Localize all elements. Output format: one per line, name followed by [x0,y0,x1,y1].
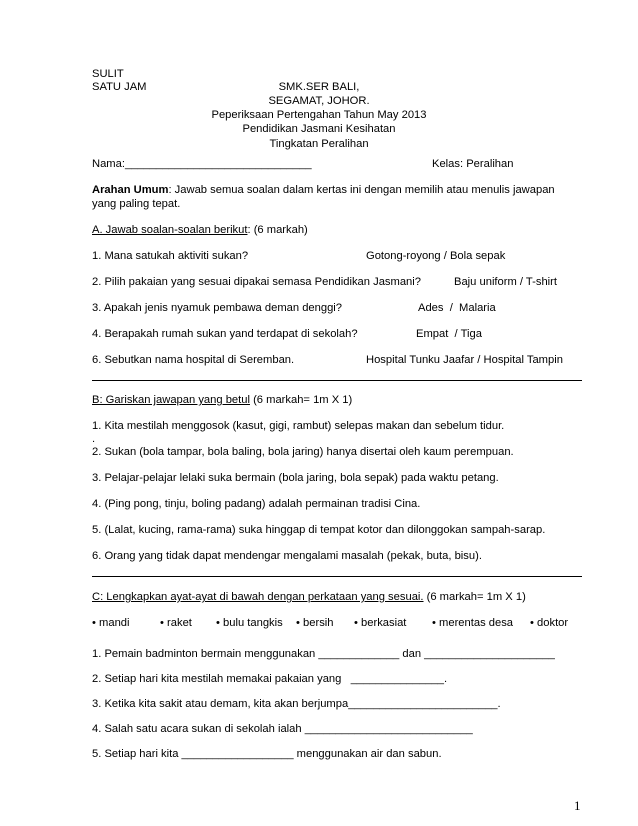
answer-options: Gotong-royong / Bola sepak [366,250,506,262]
statement-item: 3. Pelajar-pelajar lelaki suka bermain (bola jaring, bola sepak) pada waktu petang. [92,472,499,484]
section-divider [92,576,582,577]
level-title: Tingkatan Peralihan [269,138,369,150]
question-text: 6. Sebutkan nama hospital di Seremban. [92,354,295,366]
fill-blank-item: 1. Pemain badminton bermain menggunakan _____________ dan _____________________ [92,648,555,660]
word-bank-item: • bersih [296,617,334,629]
statement-item: 2. Sukan (bola tampar, bola baling, bola jaring) hanya disertai oleh kaum perempuan. [92,446,514,458]
section-c-marks: (6 markah= 1m X 1) [423,591,526,603]
section-b-title: B: Gariskan jawapan yang betul [92,394,250,406]
statement-item: 1. Kita mestilah menggosok (kasut, gigi, rambut) selepas makan dan sebelum tidur. [92,420,505,432]
school-location: SEGAMAT, JOHOR. [268,95,370,107]
answer-options: Empat / Tiga [416,328,482,340]
fill-blank-item: 2. Setiap hari kita mestilah memakai pakaian yang _______________. [92,673,448,685]
statement-item: 4. (Ping pong, tinju, boling padang) adalah permainan tradisi Cina. [92,498,421,510]
section-a-marks: : (6 markah) [247,224,308,236]
general-instructions [92,183,555,197]
fill-blank-item: 4. Salah satu acara sukan di sekolah ialah ___________________________ [92,723,473,735]
name-field: Nama:______________________________ [92,158,312,170]
question-text: 2. Pilih pakaian yang sesuai dipakai semasa Pendidikan Jasmani? [92,276,421,288]
page-number: 1 [574,798,581,813]
fill-blank-item: 5. Setiap hari kita __________________ menggunakan air dan sabun. [92,748,442,760]
statement-item: 5. (Lalat, kucing, rama-rama) suka hinggap di tempat kotor dan dilonggokan sampah-sarap. [92,524,546,536]
section-c-title: C: Lengkapkan ayat-ayat di bawah dengan perkataan yang sesuai. [92,591,424,603]
word-bank-item: • berkasiat [354,617,407,629]
fill-blank-item: 3. Ketika kita sakit atau demam, kita akan berjumpa________________________. [92,698,501,710]
question-text: 1. Mana satukah aktiviti sukan? [92,250,249,262]
word-bank-item: • doktor [530,617,569,629]
instructions-label: Arahan Umum [92,184,169,196]
classification-label: SULIT [92,68,124,80]
word-bank-item: • mandi [92,617,130,629]
section-divider [92,380,582,381]
subject-title: Pendidikan Jasmani Kesihatan [242,123,396,135]
answer-options: Ades / Malaria [418,302,496,314]
word-bank-item: • merentas desa [432,617,514,629]
instructions-text: : Jawab semua soalan dalam kertas ini dengan memilih atau menulis jawapan [168,184,555,196]
answer-options: Baju uniform / T-shirt [454,276,558,288]
statement-item: 6. Orang yang tidak dapat mendengar mengalami masalah (pekak, buta, bisu). [92,550,482,562]
word-bank-item: • raket [160,617,192,629]
section-a-heading [92,223,308,237]
instructions-text-cont: yang paling tepat. [92,198,181,210]
stray-dot: . [92,433,96,445]
section-b-heading [92,393,352,407]
class-label: Kelas: Peralihan [432,158,514,170]
answer-options: Hospital Tunku Jaafar / Hospital Tampin [366,354,563,366]
word-bank-item: • bulu tangkis [216,617,283,629]
section-b-marks: (6 markah= 1m X 1) [249,394,353,406]
section-c-heading [92,590,526,604]
section-a-title: A. Jawab soalan-soalan berikut [92,224,248,236]
exam-title: Peperiksaan Pertengahan Tahun May 2013 [211,109,427,121]
school-name: SMK.SER BALI, [278,81,360,93]
duration-label: SATU JAM [92,81,147,93]
question-text: 3. Apakah jenis nyamuk pembawa deman denggi? [92,302,343,314]
question-text: 4. Berapakah rumah sukan yand terdapat di sekolah? [92,328,358,340]
